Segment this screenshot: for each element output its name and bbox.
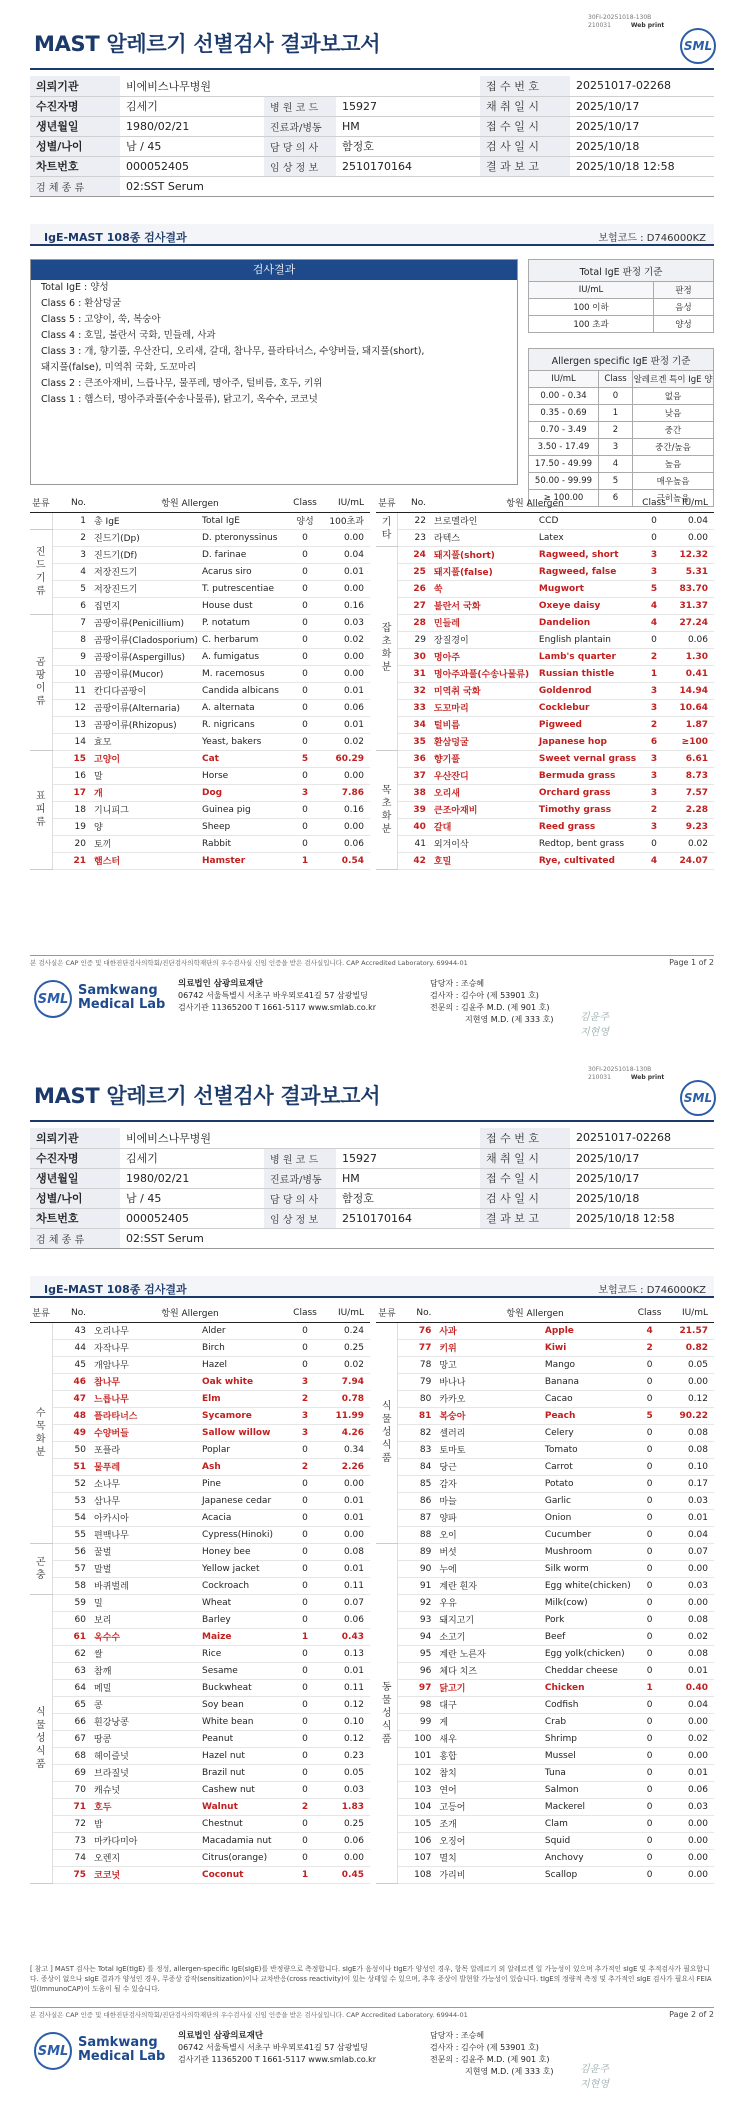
staff-list: 담당자 : 조승혜 검사자 : 김수아 (제 53901 호) 전문의 : 김윤주 M.D. (제 901 호) 지현영 M.D. (제 333 호) — [430, 2031, 554, 2076]
page-number: Page 1 of 2 — [669, 958, 714, 967]
allergen-row: 70 캐슈넛 Cashew nut 0 0.03 — [30, 1781, 370, 1798]
lab-logo: SML Samkwang Medical Lab — [34, 2028, 174, 2074]
group-label: 곰 팡 이 류 — [30, 614, 52, 750]
allergen-row: 5 저장진드기 T. putrescentiae 0 0.00 — [30, 580, 370, 597]
report-page-2 — [0, 1052, 744, 2104]
allergen-row: 38 오리새 Orchard grass 3 7.57 — [376, 784, 714, 801]
allergen-row: 92 우유 Milk(cow) 0 0.00 — [376, 1594, 714, 1611]
allergen-row: 37 우산잔디 Bermuda grass 3 8.73 — [376, 767, 714, 784]
allergen-row: 20 토끼 Rabbit 0 0.06 — [30, 835, 370, 852]
allergen-row: 47 느릅나무 Elm 2 0.78 — [30, 1390, 370, 1407]
allergen-row: 81 복숭아 Peach 5 90.22 — [376, 1407, 714, 1424]
allergen-row: 65 콩 Soy bean 0 0.12 — [30, 1696, 370, 1713]
allergen-row: 79 바나나 Banana 0 0.00 — [376, 1373, 714, 1390]
allergen-row: 40 갈대 Reed grass 3 9.23 — [376, 818, 714, 835]
allergen-row: 96 체다 치즈 Cheddar cheese 0 0.01 — [376, 1662, 714, 1679]
allergen-row: 71 호두 Walnut 2 1.83 — [30, 1798, 370, 1815]
title-divider — [30, 1120, 714, 1122]
allergen-row: 14 효모 Yeast, bakers 0 0.02 — [30, 733, 370, 750]
document-id: 30FI-20251018-130B 210031 Web print — [588, 14, 665, 29]
allergen-row: 목 초 화 분 36 향기풀 Sweet vernal grass 3 6.61 — [376, 750, 714, 767]
allergen-row: 32 미역취 국화 Goldenrod 3 14.94 — [376, 682, 714, 699]
sml-logo: SML — [680, 28, 716, 64]
allergen-row: 104 고등어 Mackerel 0 0.03 — [376, 1798, 714, 1815]
criteria-row: 0.35 - 0.69 1 낮음 — [529, 405, 714, 422]
allergen-row: 67 땅콩 Peanut 0 0.12 — [30, 1730, 370, 1747]
allergen-row: 103 연어 Salmon 0 0.06 — [376, 1781, 714, 1798]
specific-ige-criteria: Allergen specific IgE 판정 기준 IU/mL Class 알레르겐 특이 IgE 양 0.00 - 0.34 0 없음 0.35 - 0.69 1 낮음 0.70 - 3.49 2 중간 3.50 - 17.49 3 중간/높음 17.50 - 49.99 4 높음 50.00 - 99.99 5 매우높음 ≥ 100.00 6 극히높음 — [528, 348, 714, 507]
report-title: MAST 알레르기 선별검사 결과보고서 — [34, 32, 381, 56]
allergen-row: 10 곰팡이류(Mucor) M. racemosus 0 0.00 — [30, 665, 370, 682]
allergen-row: 84 당근 Carrot 0 0.10 — [376, 1458, 714, 1475]
allergen-row: 표 피 류 15 고양이 Cat 5 60.29 — [30, 750, 370, 767]
allergen-row: 95 계란 노른자 Egg yolk(chicken) 0 0.08 — [376, 1645, 714, 1662]
criteria-row: ≥ 100.00 6 극히높음 — [529, 490, 714, 507]
allergen-row: 80 카카오 Cacao 0 0.12 — [376, 1390, 714, 1407]
cap-accreditation: 본 검사실은 CAP 인증 및 대한진단검사의학회/진단검사의학재단의 우수검사실 신임 인증을 받은 검사실입니다. CAP Accredited Laboratory. 69944-01 — [30, 959, 468, 967]
allergen-row: 18 기니피그 Guinea pig 0 0.16 — [30, 801, 370, 818]
allergen-row: 46 참나무 Oak white 3 7.94 — [30, 1373, 370, 1390]
allergen-row: 45 개암나무 Hazel 0 0.02 — [30, 1356, 370, 1373]
allergen-row: 34 털비름 Pigweed 2 1.87 — [376, 716, 714, 733]
allergen-row: 93 돼지고기 Pork 0 0.08 — [376, 1611, 714, 1628]
criteria-row: 0.70 - 3.49 2 중간 — [529, 422, 714, 439]
allergen-row: 94 소고기 Beef 0 0.02 — [376, 1628, 714, 1645]
allergen-row: 곰 팡 이 류 7 곰팡이류(Penicillium) P. notatum 0 0.03 — [30, 614, 370, 631]
group-label: 식 물 성 식 품 — [30, 1594, 52, 1883]
allergen-row: 6 집먼지 House dust 0 0.16 — [30, 597, 370, 614]
allergen-row: 49 수양버들 Sallow willow 3 4.26 — [30, 1424, 370, 1441]
allergen-row: 식 물 성 식 품 76 사과 Apple 4 21.57 — [376, 1322, 714, 1339]
allergen-row: 55 편백나무 Cypress(Hinoki) 0 0.00 — [30, 1526, 370, 1543]
allergen-table-left — [30, 1304, 370, 1884]
allergen-row: 42 호밀 Rye, cultivated 4 24.07 — [376, 852, 714, 869]
footer-divider — [30, 955, 714, 956]
table-header: 분류 No. 항원 Allergen Class IU/mL — [30, 494, 370, 512]
allergen-row: 86 마늘 Garlic 0 0.03 — [376, 1492, 714, 1509]
allergen-row: 1 총 IgE Total IgE 양성 100초과 — [30, 512, 370, 529]
sml-logo: SML — [680, 1080, 716, 1116]
allergen-row: 27 불란서 국화 Oxeye daisy 4 31.37 — [376, 597, 714, 614]
group-label: 목 초 화 분 — [376, 750, 398, 869]
allergen-row: 9 곰팡이류(Aspergillus) A. fumigatus 0 0.00 — [30, 648, 370, 665]
group-label: 기 타 — [376, 512, 398, 546]
allergen-row: 85 감자 Potato 0 0.17 — [376, 1475, 714, 1492]
allergen-row: 41 외겨이삭 Redtop, bent grass 0 0.02 — [376, 835, 714, 852]
patient-info-table: 의뢰기관 비에비스나무병원 접 수 번 호 20251017-02268 수진자명 김세기 병 원 코 드 15927 채 취 일 시 2025/10/17 생년월일 1980/02/21 진료과/병동 HM 접 수 일 시 2025/10/17 성별/나이 남 / 45 담 당 의 사 함정호 검 사 일 시 2025/10/18 차트번호 000052405 임 상 정 보 2510170164 결 과 보 고 2025/10/18 12:58 검 체 종 류 02:SST Serum — [30, 76, 714, 197]
allergen-table-right — [376, 494, 714, 870]
table-header: 분류 No. 항원 Allergen Class IU/mL — [376, 494, 714, 512]
allergen-row: 88 오이 Cucumber 0 0.04 — [376, 1526, 714, 1543]
allergen-row: 77 키위 Kiwi 2 0.82 — [376, 1339, 714, 1356]
allergen-row: 28 민들레 Dandelion 4 27.24 — [376, 614, 714, 631]
group-label: 잡 초 화 분 — [376, 546, 398, 750]
allergen-row: 91 계란 흰자 Egg white(chicken) 0 0.03 — [376, 1577, 714, 1594]
allergen-row: 식 물 성 식 품 59 밀 Wheat 0 0.07 — [30, 1594, 370, 1611]
group-label: 식 물 성 식 품 — [376, 1322, 398, 1543]
allergen-row: 61 옥수수 Maize 1 0.43 — [30, 1628, 370, 1645]
allergen-row: 19 양 Sheep 0 0.00 — [30, 818, 370, 835]
allergen-row: 31 명아주과풀(수송나물류) Russian thistle 1 0.41 — [376, 665, 714, 682]
allergen-row: 57 말벌 Yellow jacket 0 0.01 — [30, 1560, 370, 1577]
lab-address: 의료법인 삼광의료재단 06742 서울특별시 서초구 바우뫼로41길 57 삼광빌딩 검사기관 11365200 T 1661-5117 www.smlab.co.kr — [178, 979, 377, 1012]
document-id: 30FI-20251018-130B 210031 Web print — [588, 1066, 665, 1081]
allergen-row: 35 환삼덩굴 Japanese hop 6 ≥100 — [376, 733, 714, 750]
allergen-row: 수 목 화 분 43 오리나무 Alder 0 0.24 — [30, 1322, 370, 1339]
allergen-row: 83 토마토 Tomato 0 0.08 — [376, 1441, 714, 1458]
table-header: 분류 No. 항원 Allergen Class IU/mL — [30, 1304, 370, 1322]
allergen-row: 60 보리 Barley 0 0.06 — [30, 1611, 370, 1628]
group-label: 곤 충 — [30, 1543, 52, 1594]
allergen-row: 90 누에 Silk worm 0 0.00 — [376, 1560, 714, 1577]
group-label: 수 목 화 분 — [30, 1322, 52, 1543]
result-summary-box: 검사결과 Total IgE : 양성 Class 6 : 환삼덩굴 Class 5 : 고양이, 쑥, 복숭아 Class 4 : 호밀, 불란서 국화, 민들레, 사과 Class 3 : 개, 향기풀, 우산잔디, 오리새, 갈대, 참나무, 플라타너스, 수양버들, 돼지풀(short), 돼지풀(false), 미역취 국화, 도꼬마리 Class 2 : 큰조아재비, 느릅나무, 물푸레, 명아주, 털비름, 호두, 키위 Class 1 : 햄스터, 명아주과풀(수송나물류), 닭고기, 옥수수, 코코넛 — [30, 259, 518, 485]
allergen-row: 13 곰팡이류(Rhizopus) R. nigricans 0 0.01 — [30, 716, 370, 733]
signature: 김윤주 지현영 — [580, 2064, 609, 2090]
allergen-row: 12 곰팡이류(Alternaria) A. alternata 0 0.06 — [30, 699, 370, 716]
allergen-row: 39 큰조아재비 Timothy grass 2 2.28 — [376, 801, 714, 818]
allergen-row: 진 드 기 류 2 진드기(Dp) D. pteronyssinus 0 0.00 — [30, 529, 370, 546]
allergen-row: 99 게 Crab 0 0.00 — [376, 1713, 714, 1730]
allergen-row: 곤 충 56 꿀벌 Honey bee 0 0.08 — [30, 1543, 370, 1560]
allergen-row: 68 헤이즐넛 Hazel nut 0 0.23 — [30, 1747, 370, 1764]
allergen-row: 106 오징어 Squid 0 0.00 — [376, 1832, 714, 1849]
reference-note: [ 참고 ] MAST 검사는 Total IgE(tIgE) 를 정성, allergen-specific IgE(sIgE)를 반정량으로 측정합니다. sIgE가 음성이나 tIgE가 양성인 경우, 항목 알레르기 외 알레르겐 일 가능성이 있으며 추가적인 sIgE 및 추적검사가 필요합니다. 증상이 없으나 sIgE 결과가 양성인 경우, 무증상 감작(sensitization)이나 교차반응(cross reactivity)이 있는 상태일 수 있으며, 추후 증상이 발현할 가능성이 있습니다. tIgE의 정량적 측정 및 추가적인 sIgE 검사가 필요시 FEIA법(ImmunoCAP)이 도움이 될 수 있습니다. — [30, 1965, 712, 1993]
allergen-row: 48 플라타너스 Sycamore 3 11.99 — [30, 1407, 370, 1424]
allergen-table-left — [30, 494, 370, 870]
allergen-row: 3 진드기(Df) D. farinae 0 0.04 — [30, 546, 370, 563]
allergen-row: 21 햄스터 Hamster 1 0.54 — [30, 852, 370, 869]
total-ige-criteria: Total IgE 판정 기준 IU/mL 판정 100 이하 음성 100 초과 양성 — [528, 259, 714, 333]
allergen-row: 87 양파 Onion 0 0.01 — [376, 1509, 714, 1526]
allergen-row: 53 삼나무 Japanese cedar 0 0.01 — [30, 1492, 370, 1509]
footer-divider — [30, 2007, 714, 2008]
lab-address: 의료법인 삼광의료재단 06742 서울특별시 서초구 바우뫼로41길 57 삼광빌딩 검사기관 11365200 T 1661-5117 www.smlab.co.kr — [178, 2031, 377, 2064]
allergen-row: 4 저장진드기 Acarus siro 0 0.01 — [30, 563, 370, 580]
allergen-row: 동 물 성 식 품 89 버섯 Mushroom 0 0.07 — [376, 1543, 714, 1560]
allergen-row: 100 새우 Shrimp 0 0.02 — [376, 1730, 714, 1747]
allergen-row: 25 돼지풀(false) Ragweed, false 3 5.31 — [376, 563, 714, 580]
allergen-row: 102 참치 Tuna 0 0.01 — [376, 1764, 714, 1781]
allergen-row: 50 포플라 Poplar 0 0.34 — [30, 1441, 370, 1458]
allergen-row: 73 마카다미아 Macadamia nut 0 0.06 — [30, 1832, 370, 1849]
allergen-row: 82 셀러리 Celery 0 0.08 — [376, 1424, 714, 1441]
allergen-row: 23 라텍스 Latex 0 0.00 — [376, 529, 714, 546]
group-label: 동 물 성 식 품 — [376, 1543, 398, 1883]
allergen-row: 63 참깨 Sesame 0 0.01 — [30, 1662, 370, 1679]
allergen-row: 101 홍합 Mussel 0 0.00 — [376, 1747, 714, 1764]
lab-logo: SML Samkwang Medical Lab — [34, 976, 174, 1022]
allergen-row: 72 밤 Chestnut 0 0.25 — [30, 1815, 370, 1832]
allergen-row: 74 오렌지 Citrus(orange) 0 0.00 — [30, 1849, 370, 1866]
allergen-row: 58 바퀴벌레 Cockroach 0 0.11 — [30, 1577, 370, 1594]
allergen-row: 107 멸치 Anchovy 0 0.00 — [376, 1849, 714, 1866]
allergen-row: 44 자작나무 Birch 0 0.25 — [30, 1339, 370, 1356]
allergen-row: 16 말 Horse 0 0.00 — [30, 767, 370, 784]
allergen-row: 97 닭고기 Chicken 1 0.40 — [376, 1679, 714, 1696]
title-divider — [30, 68, 714, 70]
criteria-row: 0.00 - 0.34 0 없음 — [529, 388, 714, 405]
allergen-row: 52 소나무 Pine 0 0.00 — [30, 1475, 370, 1492]
allergen-row: 108 가리비 Scallop 0 0.00 — [376, 1866, 714, 1883]
allergen-row: 기 타 22 브로멜라인 CCD 0 0.04 — [376, 512, 714, 529]
criteria-row: 50.00 - 99.99 5 매우높음 — [529, 473, 714, 490]
patient-info-table: 의뢰기관 비에비스나무병원 접 수 번 호 20251017-02268 수진자명 김세기 병 원 코 드 15927 채 취 일 시 2025/10/17 생년월일 1980/02/21 진료과/병동 HM 접 수 일 시 2025/10/17 성별/나이 남 / 45 담 당 의 사 함정호 검 사 일 시 2025/10/18 차트번호 000052405 임 상 정 보 2510170164 결 과 보 고 2025/10/18 12:58 검 체 종 류 02:SST Serum — [30, 1128, 714, 1249]
allergen-table-right — [376, 1304, 714, 1884]
allergen-row: 98 대구 Codfish 0 0.04 — [376, 1696, 714, 1713]
allergen-row: 66 흰강낭콩 White bean 0 0.10 — [30, 1713, 370, 1730]
staff-list: 담당자 : 조승혜 검사자 : 김수아 (제 53901 호) 전문의 : 김윤주 M.D. (제 901 호) 지현영 M.D. (제 333 호) — [430, 979, 554, 1024]
section-header: IgE-MAST 108종 검사결과 보험코드 : D746000KZ — [30, 1276, 714, 1298]
group-label: 표 피 류 — [30, 750, 52, 869]
allergen-row: 26 쑥 Mugwort 5 83.70 — [376, 580, 714, 597]
group-label: 진 드 기 류 — [30, 529, 52, 614]
allergen-row: 11 칸디다곰팡이 Candida albicans 0 0.01 — [30, 682, 370, 699]
allergen-row: 69 브라질넛 Brazil nut 0 0.05 — [30, 1764, 370, 1781]
allergen-row: 8 곰팡이류(Cladosporium) C. herbarum 0 0.02 — [30, 631, 370, 648]
allergen-row: 78 망고 Mango 0 0.05 — [376, 1356, 714, 1373]
allergen-row: 62 쌀 Rice 0 0.13 — [30, 1645, 370, 1662]
allergen-row: 75 코코넛 Coconut 1 0.45 — [30, 1866, 370, 1883]
allergen-row: 33 도꼬마리 Cocklebur 3 10.64 — [376, 699, 714, 716]
criteria-row: 17.50 - 49.99 4 높음 — [529, 456, 714, 473]
allergen-row: 105 조개 Clam 0 0.00 — [376, 1815, 714, 1832]
allergen-row: 51 물푸레 Ash 2 2.26 — [30, 1458, 370, 1475]
report-title: MAST 알레르기 선별검사 결과보고서 — [34, 1084, 381, 1108]
allergen-row: 17 개 Dog 3 7.86 — [30, 784, 370, 801]
page-number: Page 2 of 2 — [669, 2010, 714, 2019]
group-label — [30, 512, 52, 529]
section-header: IgE-MAST 108종 검사결과 보험코드 : D746000KZ — [30, 224, 714, 246]
allergen-row: 64 메밀 Buckwheat 0 0.11 — [30, 1679, 370, 1696]
allergen-row: 54 아카시아 Acacia 0 0.01 — [30, 1509, 370, 1526]
allergen-row: 잡 초 화 분 24 돼지풀(short) Ragweed, short 3 12.32 — [376, 546, 714, 563]
criteria-row: 3.50 - 17.49 3 중간/높음 — [529, 439, 714, 456]
allergen-row: 29 장질경이 English plantain 0 0.06 — [376, 631, 714, 648]
table-header: 분류 No. 항원 Allergen Class IU/mL — [376, 1304, 714, 1322]
cap-accreditation: 본 검사실은 CAP 인증 및 대한진단검사의학회/진단검사의학재단의 우수검사실 신임 인증을 받은 검사실입니다. CAP Accredited Laboratory. 69944-01 — [30, 2011, 468, 2019]
signature: 김윤주 지현영 — [580, 1012, 609, 1038]
allergen-row: 30 명아주 Lamb's quarter 2 1.30 — [376, 648, 714, 665]
